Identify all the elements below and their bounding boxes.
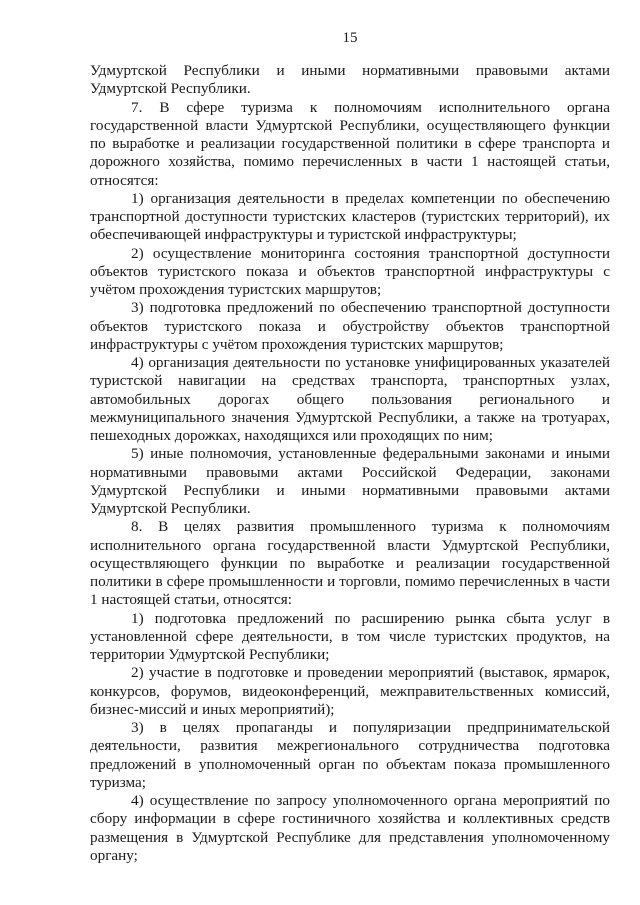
paragraph-clause-8-item-2: 2) участие в подготовке и проведении мероприятий (выставок, ярмарок, конкурсов, форумов, видеоконференций, межправительственных комиссий, бизнес-миссий и иных мероприятий); bbox=[90, 664, 610, 718]
paragraph-clause-8-item-1: 1) подготовка предложений по расширению рынка сбыта услуг в установленной сфере деятельности, в том числе туристских продуктов, на территории Удмуртской Республики; bbox=[90, 609, 610, 663]
paragraph-clause-7: 7. В сфере туризма к полномочиям исполнительного органа государственной власти Удмуртской Республики, осуществляющего функции по выработке и реализации государственной политики в сфере транспорта и дорожного хозяйства, помимо перечисленных в части 1 настоящей статьи, относятся: bbox=[90, 98, 610, 189]
paragraph-continuation: Удмуртской Республики и иными нормативными правовыми актами Удмуртской Республики. bbox=[90, 62, 610, 98]
paragraph-clause-8-item-3: 3) в целях пропаганды и популяризации предпринимательской деятельности, развития межрегионального сотрудничества подготовка предложений в уполномоченный орган по объектам показа промышленного туризма; bbox=[90, 719, 610, 791]
paragraph-clause-7-item-5: 5) иные полномочия, установленные федеральными законами и иными нормативными правовыми актами Российской Федерации, законами Удмуртской Республики и иными нормативными правовыми актами Удмуртской Республики. bbox=[90, 445, 610, 517]
paragraph-clause-7-item-2: 2) осуществление мониторинга состояния транспортной доступности объектов туристского показа и объектов транспортной инфраструктуры с учётом прохождения туристских маршрутов; bbox=[90, 244, 610, 298]
paragraph-clause-7-item-4: 4) организация деятельности по установке унифицированных указателей туристской навигации на средствах транспорта, транспортных узлах, автомобильных дорогах общего пользования регионального и межмуниципального значения Удмуртской Республики, а также на тротуарах, пешеходных дорожках, находящихся или проходящих по ним; bbox=[90, 354, 610, 444]
paragraph-clause-8: 8. В целях развития промышленного туризма к полномочиям исполнительного органа государственной власти Удмуртской Республики, осуществляющего функции по выработке и реализации государственной политики в сфере промышленности и торговли, помимо перечисленных в части 1 настоящей статьи, относятся: bbox=[90, 518, 610, 609]
document-body bbox=[90, 62, 610, 865]
paragraph-clause-7-item-3: 3) подготовка предложений по обеспечению транспортной доступности объектов туристского показа и обустройству объектов транспортной инфраструктуры с учётом прохождения туристских маршрутов; bbox=[90, 299, 610, 353]
paragraph-clause-7-item-1: 1) организация деятельности в пределах компетенции по обеспечению транспортной доступности туристских кластеров (туристских территорий), их обеспечивающей инфраструктуры и туристской инфраструктуры; bbox=[90, 189, 610, 244]
page-number: 15 bbox=[342, 30, 358, 46]
paragraph-clause-8-item-4: 4) осуществление по запросу уполномоченного органа мероприятий по сбору информации в сфере гостиничного хозяйства и коллективных средств размещения в Удмуртской Республике для представления уполномоченному органу; bbox=[90, 792, 610, 864]
